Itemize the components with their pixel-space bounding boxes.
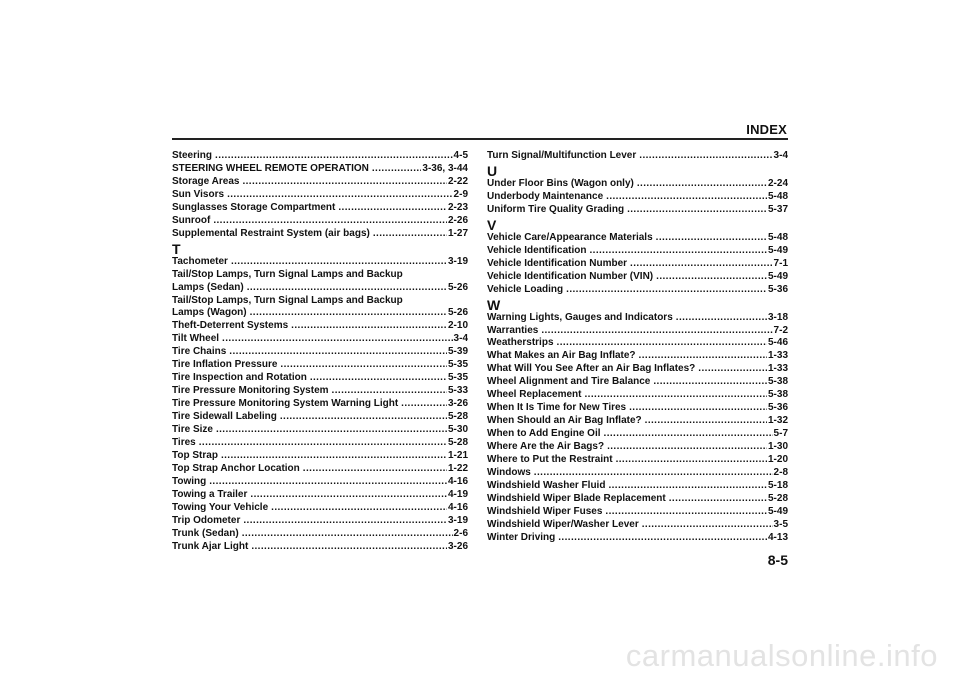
entry-label: Where Are the Air Bags? [487, 441, 605, 453]
index-entry [172, 515, 468, 528]
entry-page: 5-49 [767, 270, 788, 282]
dot-leader [303, 463, 447, 476]
index-entry [172, 437, 468, 450]
entry-page: 2-9 [453, 188, 468, 200]
entry-page: 1-27 [447, 227, 468, 239]
entry-page: 5-28 [447, 411, 468, 423]
index-entry [487, 441, 788, 454]
entry-label: Trip Odometer [172, 514, 241, 526]
dot-leader [251, 541, 447, 554]
dot-leader [291, 320, 447, 333]
index-entry [487, 284, 788, 297]
entry-label: What Will You See After an Air Bag Inflates? [487, 363, 696, 375]
index-entry [172, 385, 468, 398]
entry-page: 5-39 [447, 346, 468, 358]
dot-leader [607, 441, 767, 454]
index-entry [172, 282, 468, 295]
entry-label: Warning Lights, Gauges and Indicators [487, 311, 673, 323]
index-entry [172, 372, 468, 385]
index-entry [487, 258, 788, 271]
index-entry [172, 333, 468, 346]
entry-page: 4-5 [453, 150, 468, 161]
entry-label: Vehicle Care/Appearance Materials [487, 231, 653, 243]
entry-label: Vehicle Identification [487, 244, 587, 256]
index-entry [487, 178, 788, 191]
entry-page: 3-4 [453, 333, 468, 345]
index-entry [172, 424, 468, 437]
dot-leader [271, 502, 447, 515]
entry-label: Theft-Deterrent Systems [172, 320, 289, 332]
dot-leader [310, 372, 447, 385]
entry-label: Sunroof [172, 214, 211, 226]
index-entry [172, 150, 468, 163]
entry-page: 2-23 [447, 201, 468, 213]
entry-label: Wheel Replacement [487, 389, 582, 401]
entry-page: 5-49 [767, 244, 788, 256]
entry-label: Windows [487, 467, 531, 479]
entry-label: Windshield Wiper Fuses [487, 505, 603, 517]
entry-label: Warranties [487, 324, 539, 336]
dot-leader [608, 480, 767, 493]
dot-leader [250, 307, 447, 320]
page-number: 8-5 [767, 552, 788, 568]
entry-label: STEERING WHEEL REMOTE OPERATION [172, 162, 369, 174]
index-entry [172, 502, 468, 515]
entry-label: Winter Driving [487, 531, 556, 543]
index-entry [487, 232, 788, 245]
index-entry [172, 320, 468, 333]
entry-page: 3-36, 3-44 [422, 162, 468, 174]
entry-label: What Makes an Air Bag Inflate? [487, 350, 636, 362]
dot-leader [630, 258, 773, 271]
entry-page: 3-5 [773, 518, 788, 530]
index-entry [487, 389, 788, 402]
entry-page: 2-10 [447, 320, 468, 332]
entry-page: 5-37 [767, 203, 788, 215]
index-entry [487, 312, 788, 325]
entry-page: 5-38 [767, 389, 788, 401]
entry-page: 5-48 [767, 231, 788, 243]
dot-leader [216, 424, 447, 437]
dot-leader [213, 215, 447, 228]
index-entry [172, 450, 468, 463]
entry-page: 2-22 [447, 175, 468, 187]
entry-page: 7-2 [773, 324, 788, 336]
index-entry [172, 176, 468, 189]
index-entry [487, 532, 788, 545]
section-letter-w: W [487, 296, 501, 313]
entry-label: Towing a Trailer [172, 488, 248, 500]
entry-page: 5-36 [767, 283, 788, 295]
dot-leader [557, 337, 767, 350]
index-entry [172, 189, 468, 202]
entry-page: 5-49 [767, 505, 788, 517]
dot-leader [627, 204, 767, 217]
entry-page: 5-38 [767, 376, 788, 388]
entry-page: 1-33 [767, 363, 788, 375]
dot-leader [605, 506, 767, 519]
dot-leader [222, 333, 453, 346]
entry-page: 5-28 [447, 437, 468, 449]
entry-label: Tilt Wheel [172, 333, 220, 345]
dot-leader [229, 346, 447, 359]
dot-leader [534, 467, 773, 480]
entry-page: 5-28 [767, 492, 788, 504]
index-entry [487, 245, 788, 258]
dot-leader [280, 411, 447, 424]
dot-leader [332, 385, 447, 398]
entry-label: Sunglasses Storage Compartment [172, 201, 336, 213]
dot-leader [242, 176, 447, 189]
dot-leader [250, 489, 447, 502]
index-entry [487, 191, 788, 204]
index-entry [487, 519, 788, 532]
dot-leader [221, 450, 447, 463]
entry-page: 2-6 [453, 527, 468, 539]
entry-page: 3-26 [447, 540, 468, 552]
dot-leader [669, 493, 767, 506]
entry-label: Trunk (Sedan) [172, 527, 239, 539]
header-rule [172, 138, 788, 140]
entry-label: Windshield Wiper Blade Replacement [487, 492, 666, 504]
entry-label: Vehicle Loading [487, 283, 564, 295]
entry-label: Tire Inflation Pressure [172, 359, 278, 371]
index-entry [487, 325, 788, 338]
entry-label: Sun Visors [172, 188, 225, 200]
entry-page: 3-4 [773, 150, 788, 161]
dot-leader [199, 437, 447, 450]
entry-page: 1-32 [767, 415, 788, 427]
dot-leader [227, 189, 452, 202]
index-entry [172, 215, 468, 228]
entry-label: Underbody Maintenance [487, 190, 604, 202]
entry-label: When to Add Engine Oil [487, 428, 601, 440]
dot-leader [639, 350, 767, 363]
index-column-right [487, 150, 788, 545]
entry-continuation-line: Tail/Stop Lamps, Turn Signal Lamps and Backup [172, 294, 403, 306]
dot-leader [566, 284, 767, 297]
dot-leader [280, 359, 447, 372]
entry-page: 2-26 [447, 214, 468, 226]
entry-label: When Should an Air Bag Inflate? [487, 415, 642, 427]
dot-leader [589, 245, 767, 258]
entry-page: 5-48 [767, 190, 788, 202]
entry-page: 5-36 [767, 402, 788, 414]
entry-page: 3-26 [447, 398, 468, 410]
index-entry [172, 256, 468, 269]
dot-leader [639, 150, 772, 163]
index-entry [487, 480, 788, 493]
entry-label: Tire Pressure Monitoring System Warning Light [172, 398, 399, 410]
dot-leader [558, 532, 767, 545]
index-entry [487, 415, 788, 428]
index-entry [172, 398, 468, 411]
entry-label: Tire Sidewall Labeling [172, 411, 277, 423]
entry-page: 1-33 [767, 350, 788, 362]
entry-label: Turn Signal/Multifunction Lever [487, 150, 637, 161]
dot-leader [541, 325, 772, 338]
index-entry [172, 489, 468, 502]
entry-label: Top Strap Anchor Location [172, 462, 300, 474]
index-entry [172, 463, 468, 476]
index-entry [172, 411, 468, 424]
dot-leader [656, 271, 767, 284]
index-entry [172, 346, 468, 359]
entry-page: 4-13 [767, 531, 788, 543]
entry-page: 5-46 [767, 337, 788, 349]
dot-leader [616, 454, 767, 467]
entry-label: Tire Size [172, 424, 213, 436]
entry-page: 3-18 [767, 311, 788, 323]
entry-page: 4-16 [447, 501, 468, 513]
index-entry [487, 506, 788, 519]
entry-label: Wheel Alignment and Tire Balance [487, 376, 651, 388]
entry-label: Tire Chains [172, 346, 227, 358]
entry-page: 2-24 [767, 177, 788, 189]
entry-page: 5-35 [447, 372, 468, 384]
dot-leader [604, 428, 773, 441]
entry-label: Trunk Ajar Light [172, 540, 249, 552]
index-entry [487, 271, 788, 284]
dot-leader [606, 191, 767, 204]
entry-page: 4-19 [447, 488, 468, 500]
index-entry [487, 337, 788, 350]
index-entry [487, 363, 788, 376]
dot-leader [401, 398, 447, 411]
entry-page: 5-30 [447, 424, 468, 436]
entry-label: Top Strap [172, 449, 218, 461]
entry-page: 1-22 [447, 462, 468, 474]
running-head-title: INDEX [746, 122, 787, 137]
entry-page: 4-16 [447, 475, 468, 487]
entry-label: Windshield Washer Fluid [487, 479, 606, 491]
entry-label: Vehicle Identification Number [487, 257, 628, 269]
entry-page: 1-20 [767, 454, 788, 466]
entry-label: Uniform Tire Quality Grading [487, 203, 625, 215]
dot-leader [209, 476, 447, 489]
dot-leader [645, 415, 767, 428]
entry-page: 5-33 [447, 385, 468, 397]
index-entry [172, 541, 468, 554]
entry-label: Tire Inspection and Rotation [172, 372, 307, 384]
entry-page: 1-30 [767, 441, 788, 453]
watermark: carmanualsonline.info [625, 638, 938, 673]
index-entry [172, 202, 468, 215]
section-letter-u: U [487, 162, 498, 179]
entry-label: Tire Pressure Monitoring System [172, 385, 329, 397]
index-entry [487, 454, 788, 467]
entry-page: 5-26 [447, 281, 468, 293]
entry-page: 2-8 [773, 467, 788, 479]
entry-label: Towing [172, 475, 207, 487]
dot-leader [231, 256, 447, 269]
entry-label: Tires [172, 437, 196, 449]
dot-leader [242, 528, 453, 541]
entry-label: Windshield Wiper/Washer Lever [487, 518, 639, 530]
dot-leader [373, 228, 447, 241]
index-entry [487, 402, 788, 415]
dot-leader [338, 202, 447, 215]
index-entry [172, 476, 468, 489]
dot-leader [243, 515, 447, 528]
index-entry [487, 428, 788, 441]
index-entry [172, 359, 468, 372]
dot-leader [656, 232, 767, 245]
entry-page: 5-26 [447, 307, 468, 319]
index-entry [487, 150, 788, 163]
entry-continuation-line: Tail/Stop Lamps, Turn Signal Lamps and Backup [172, 268, 403, 280]
dot-leader [215, 150, 453, 163]
index-entry [487, 467, 788, 480]
entry-label: Tachometer [172, 255, 228, 267]
index-entry [487, 493, 788, 506]
section-letter-t: T [172, 240, 181, 257]
dot-leader [653, 376, 767, 389]
index-entry [172, 528, 468, 541]
entry-label: Storage Areas [172, 175, 240, 187]
index-entry [172, 163, 468, 176]
entry-label: Supplemental Restraint System (air bags) [172, 227, 370, 239]
dot-leader [676, 312, 767, 325]
section-letter-v: V [487, 216, 497, 233]
dot-leader [698, 363, 767, 376]
entry-label: Steering [172, 150, 213, 161]
dot-leader [584, 389, 767, 402]
index-entry [172, 228, 468, 241]
entry-page: 3-19 [447, 514, 468, 526]
dot-leader [372, 163, 422, 176]
index-entry [487, 204, 788, 217]
index-entry [172, 307, 468, 320]
entry-label: Lamps (Wagon) [172, 307, 247, 319]
dot-leader [637, 178, 767, 191]
entry-page: 5-18 [767, 479, 788, 491]
entry-label: Lamps (Sedan) [172, 281, 244, 293]
entry-label: When It Is Time for New Tires [487, 402, 627, 414]
entry-label: Towing Your Vehicle [172, 501, 269, 513]
index-entry [487, 350, 788, 363]
entry-page: 5-35 [447, 359, 468, 371]
entry-label: Weatherstrips [487, 337, 554, 349]
index-entry [487, 376, 788, 389]
dot-leader [629, 402, 767, 415]
dot-leader [642, 519, 773, 532]
dot-leader [247, 282, 447, 295]
entry-label: Vehicle Identification Number (VIN) [487, 270, 654, 282]
entry-page: 1-21 [447, 449, 468, 461]
entry-label: Under Floor Bins (Wagon only) [487, 177, 634, 189]
entry-label: Where to Put the Restraint [487, 454, 613, 466]
entry-page: 7-1 [773, 257, 788, 269]
index-column-left [172, 150, 468, 554]
entry-page: 3-19 [447, 255, 468, 267]
entry-page: 5-7 [773, 428, 788, 440]
